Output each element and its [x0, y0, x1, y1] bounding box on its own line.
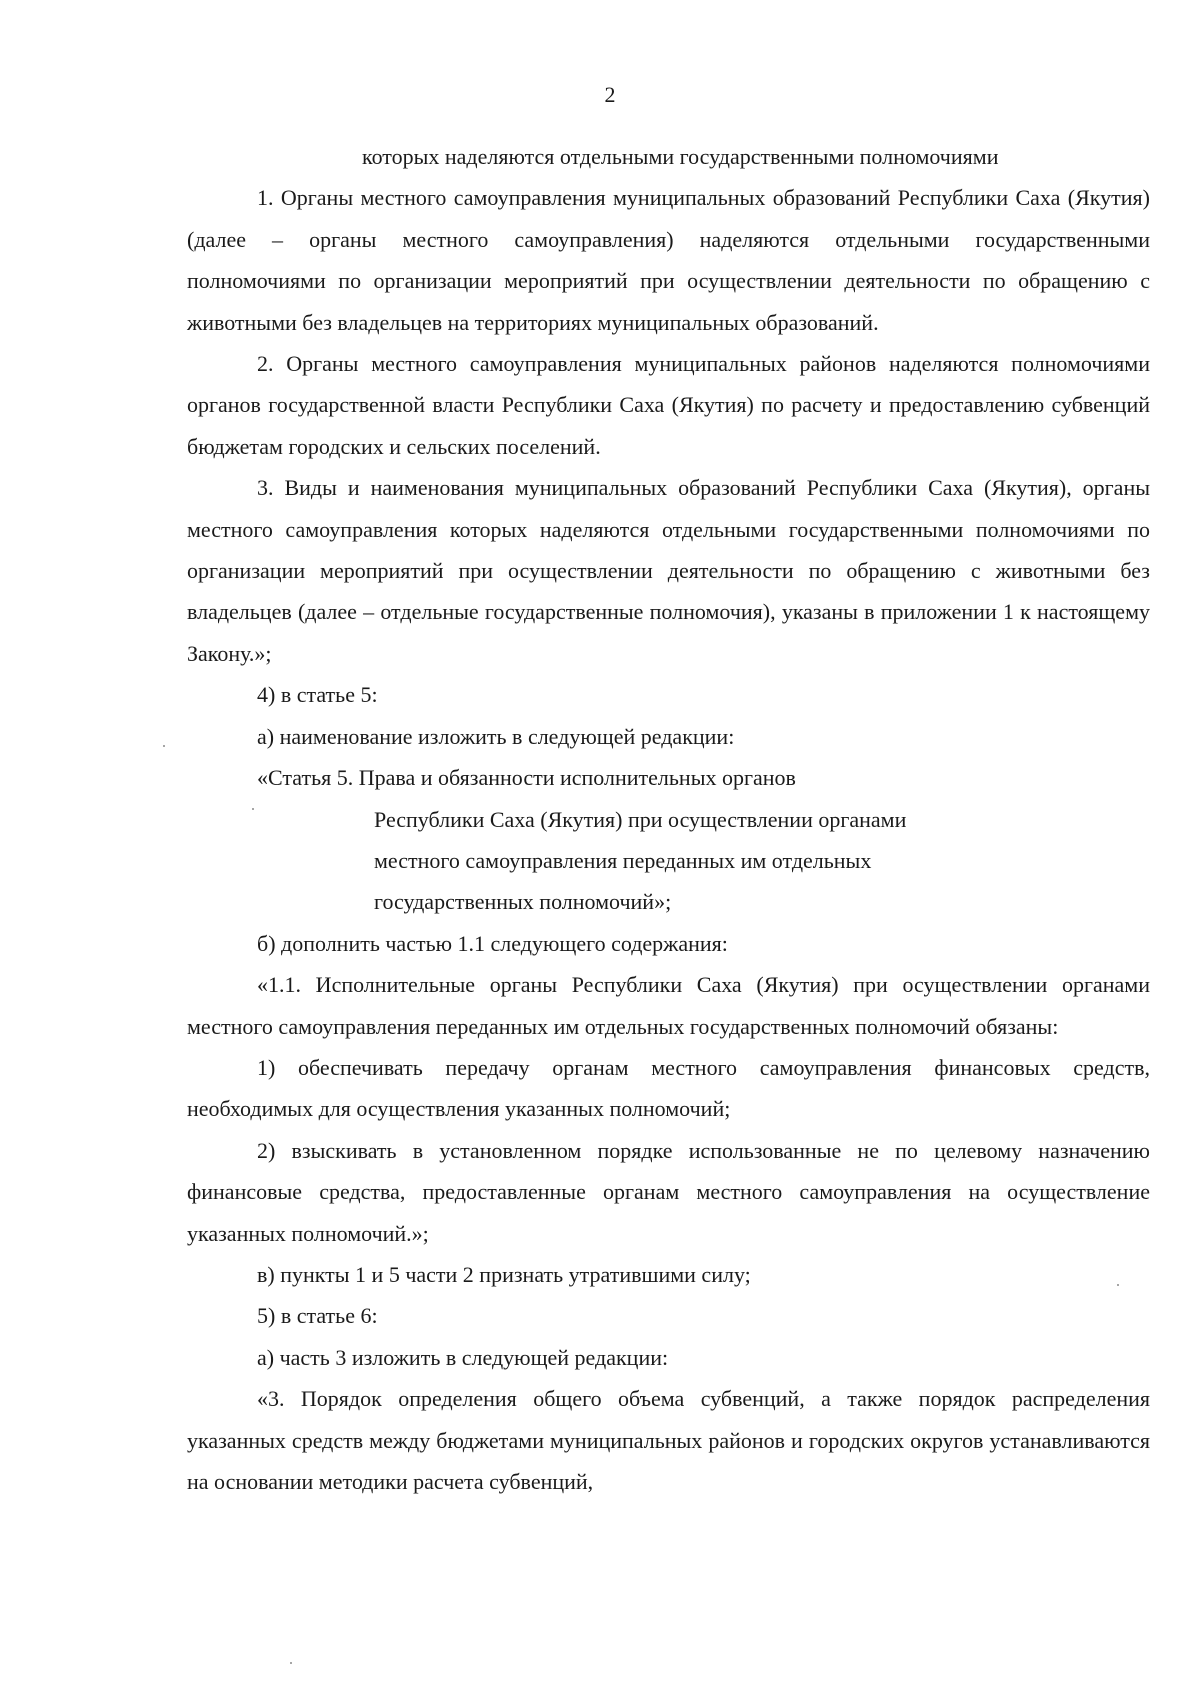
page-number: 2 — [604, 82, 616, 107]
article-5-title-line-4: государственных полномочий»; — [374, 889, 672, 915]
paragraph-8: 1) обеспечивать передачу органам местного самоуправления финансовых средств, необходимых для осуществления указанных полномочий; — [187, 1054, 1150, 1122]
paragraph-2: 2. Органы местного самоуправления муниципальных районов наделяются полномочиями органов государственной власти Республики Саха (Якутия) по расчету и предоставлению субвенций бюджетам городских и сельских поселений. — [187, 351, 1150, 459]
paragraph-9: 2) взыскивать в установленном порядке использованные не по целевому назначению финансовые средства, предоставленные органам местного самоуправления на осуществление указанных полномочий.»; — [187, 1137, 1150, 1246]
paragraph-6: б) дополнить частью 1.1 следующего содержания: — [257, 930, 728, 956]
article-5-title: «Статья 5. Права и обязанности исполнительных органов — [257, 765, 796, 791]
scan-speck — [163, 745, 165, 747]
paragraph-13: «3. Порядок определения общего объема субвенций, а также порядок распределения указанных средств между бюджетами муниципальных районов и городских округов устанавливаются на основании методики расчета субвенций, — [187, 1386, 1150, 1494]
article-5-title-line-2: Республики Саха (Якутия) при осуществлении органами — [374, 806, 907, 832]
paragraph-10: в) пункты 1 и 5 части 2 признать утратившими силу; — [257, 1261, 751, 1287]
document-body — [187, 136, 1150, 1502]
paragraph-11: 5) в статье 6: — [257, 1303, 378, 1329]
paragraph-3: 3. Виды и наименования муниципальных образований Республики Саха (Якутия), органы местного самоуправления которых наделяются отдельными государственными полномочиями по организации мероприятий при осуществлении деятельности по обращению с животными без владельцев (далее – отдельные государственные полномочия), указаны в приложении 1 к настоящему Закону.»; — [187, 475, 1150, 666]
scan-speck — [290, 1662, 292, 1664]
article-5-title-line-3: местного самоуправления переданных им отдельных — [374, 847, 872, 873]
paragraph-7: «1.1. Исполнительные органы Республики Саха (Якутия) при осуществлении органами местного самоуправления переданных им отдельных государственных полномочий обязаны: — [187, 972, 1150, 1039]
heading-continuation: которых наделяются отдельными государственными полномочиями — [362, 144, 999, 169]
paragraph-12: а) часть 3 изложить в следующей редакции: — [257, 1344, 669, 1370]
paragraph-4: 4) в статье 5: — [257, 682, 378, 708]
paragraph-1: 1. Органы местного самоуправления муниципальных образований Республики Саха (Якутия) (далее – органы местного самоуправления) наделяются отдельными государственными полномочиями по организации мероприятий при осуществлении деятельности по обращению с животными без владельцев на территориях муниципальных образований. — [187, 185, 1150, 335]
paragraph-5: а) наименование изложить в следующей редакции: — [257, 723, 735, 749]
scan-speck — [1117, 1284, 1119, 1286]
scan-speck — [252, 808, 254, 810]
